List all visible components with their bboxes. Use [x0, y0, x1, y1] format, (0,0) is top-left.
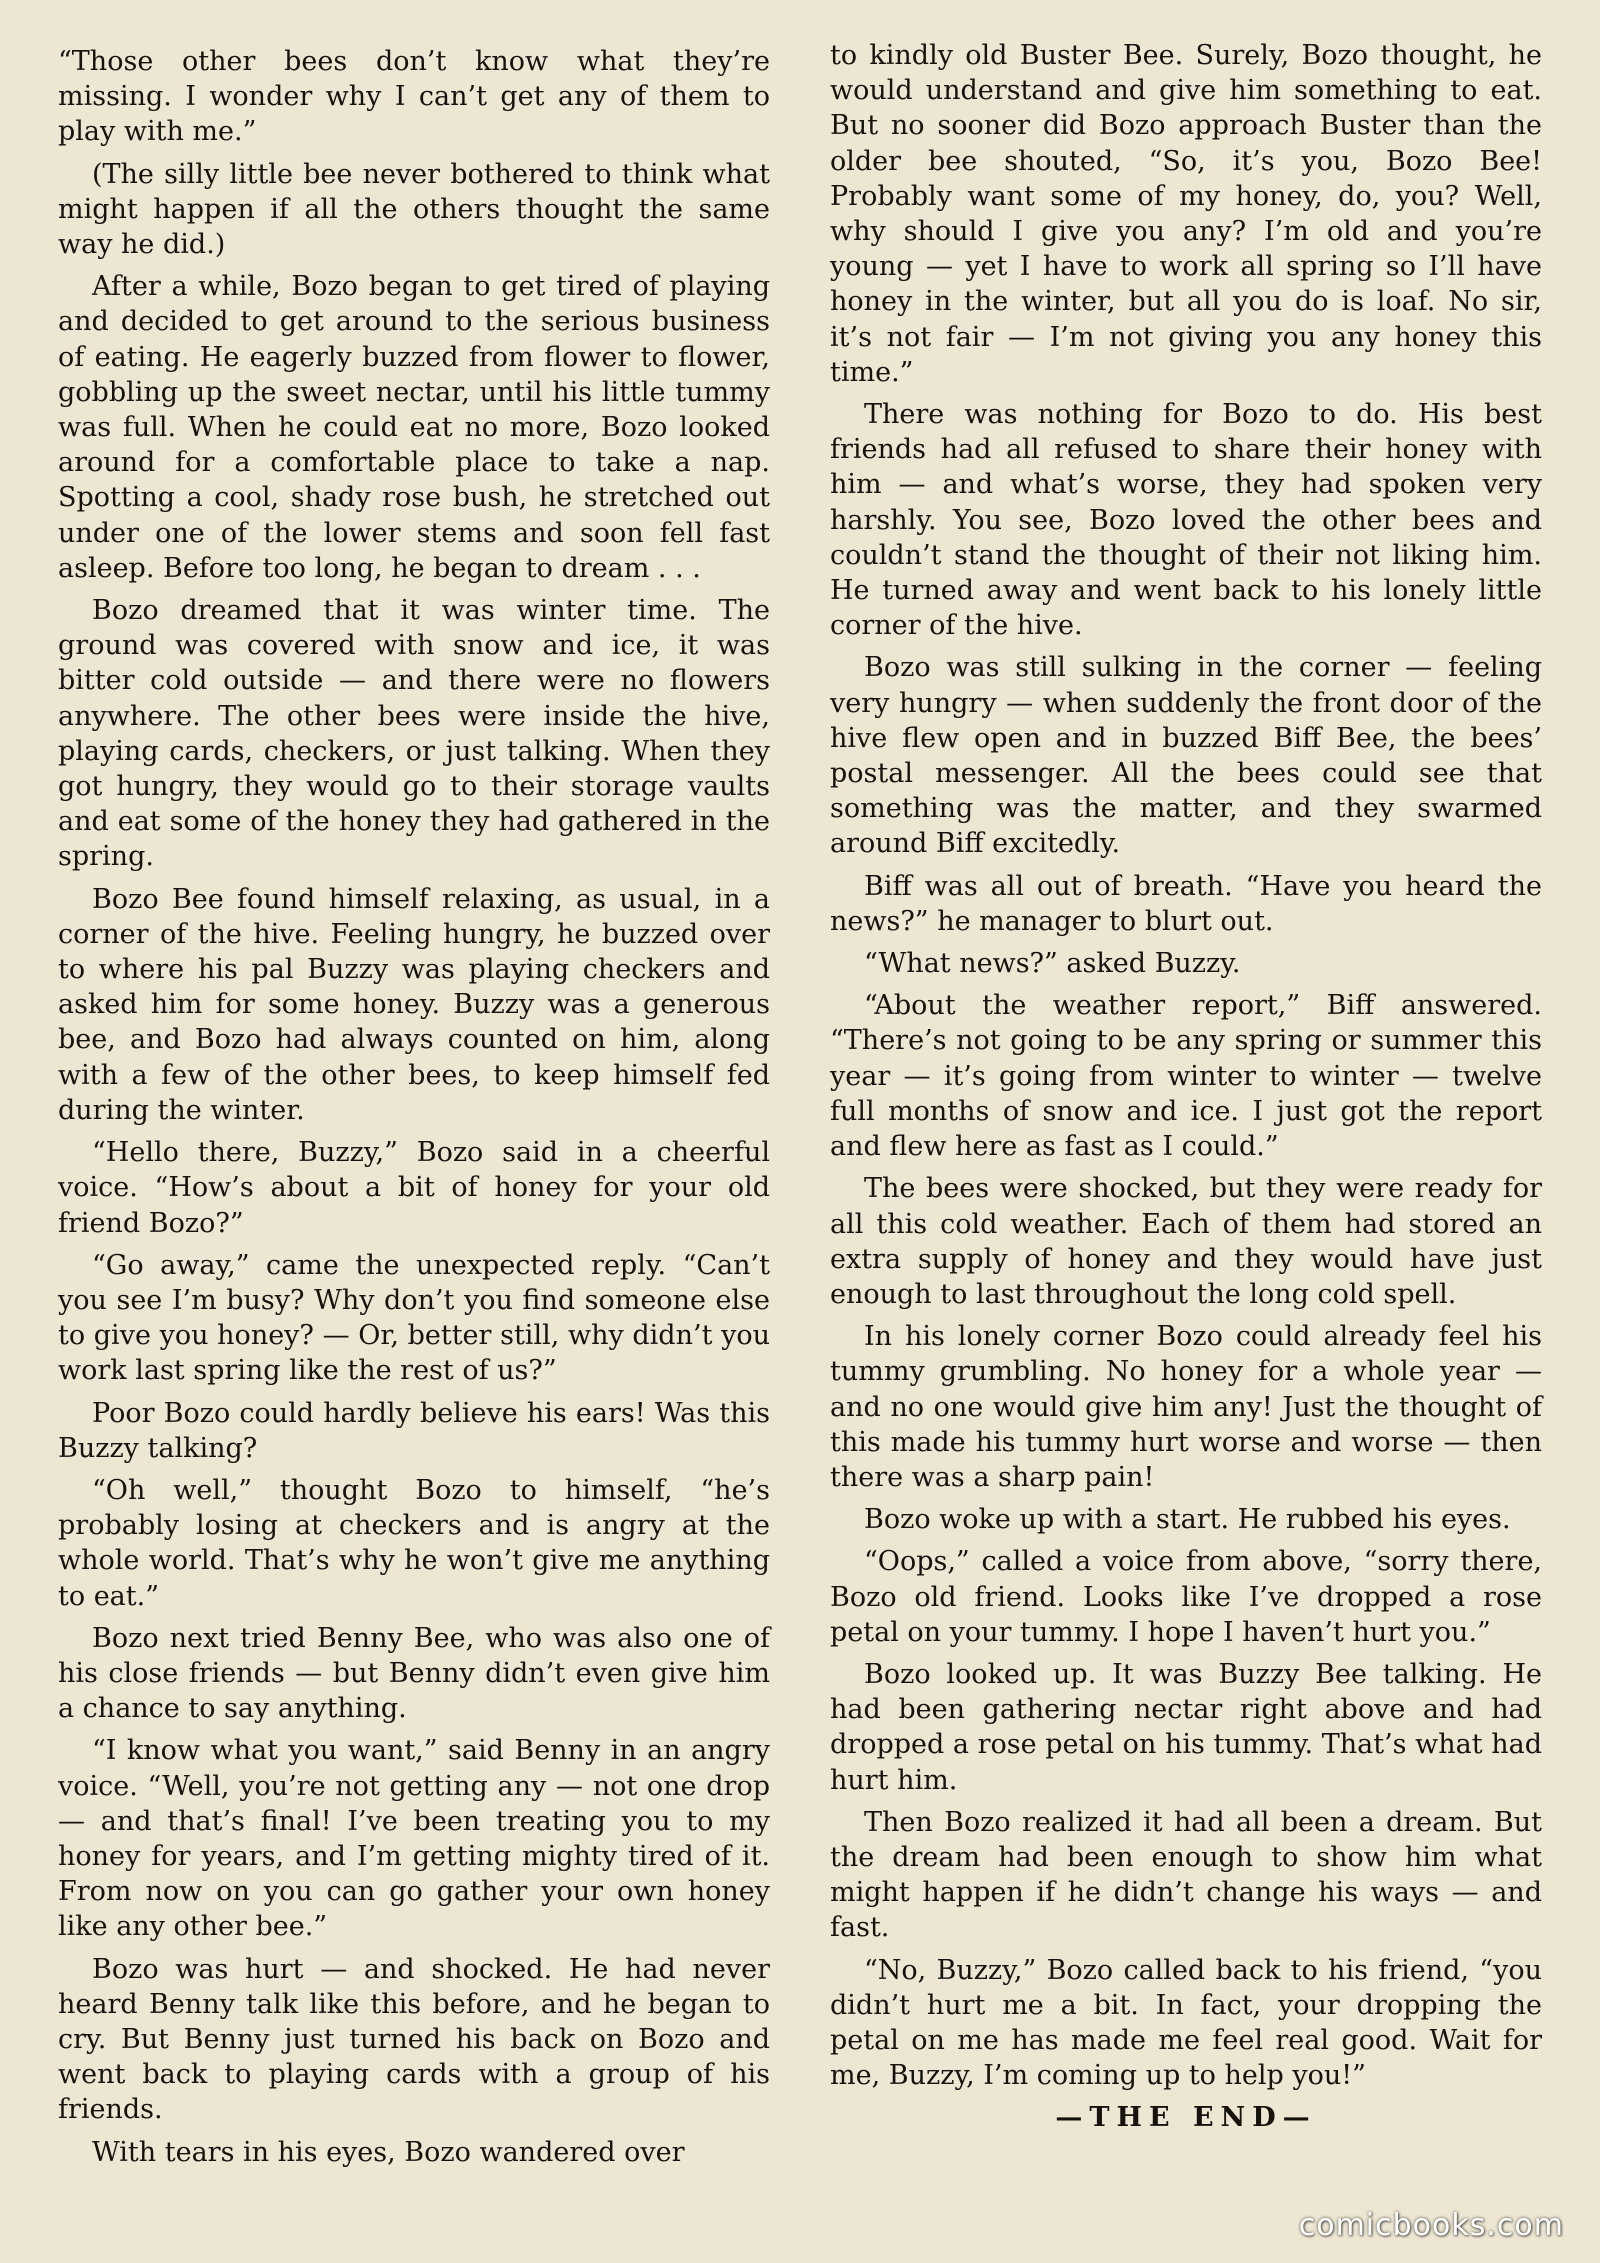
- paragraph: Bozo looked up. It was Buzzy Bee talking. He had been gathering nectar right above and had dropped a rose petal on his tummy. That’s what had hurt him.: [830, 1658, 1542, 1796]
- paragraph: Bozo Bee found himself relaxing, as usual, in a corner of the hive. Feeling hungry, he buzzed over to where his pal Buzzy was playing checkers and asked him for some honey. Buzzy was a generous bee, and Bozo had always counted on him, along with a few of the other bees, to keep himself fed during the winter.: [58, 883, 770, 1126]
- paragraph: Then Bozo realized it had all been a dream. But the dream had been enough to show him what might happen if he didn’t change his ways — and fast.: [830, 1806, 1542, 1944]
- paragraph: Bozo was hurt — and shocked. He had never heard Benny talk like this before, and he began to cry. But Benny just turned his back on Bozo and went back to playing cards with a group of his friends.: [58, 1953, 770, 2126]
- right-text-column: [830, 38, 1542, 2136]
- paragraph: “Oops,” called a voice from above, “sorry there, Bozo old friend. Looks like I’ve dropped a rose petal on your tummy. I hope I haven’t hurt you.”: [830, 1546, 1542, 1648]
- paragraph: Bozo next tried Benny Bee, who was also one of his close friends — but Benny didn’t even give him a chance to say anything.: [58, 1622, 770, 1725]
- paragraph: There was nothing for Bozo to do. His best friends had all refused to share their honey with him — and what’s worse, they had spoken very harshly. You see, Bozo loved the other bees and couldn’t stand the thought of their not liking him. He turned away and went back to his lonely little corner of the hive.: [830, 399, 1542, 642]
- paragraph: “Go away,” came the unexpected reply. “Can’t you see I’m busy? Why don’t you find someone else to give you honey? — Or, better still, why didn’t you work last spring like the rest of us?”: [58, 1249, 770, 1387]
- paragraph: “Hello there, Buzzy,” Bozo said in a cheerful voice. “How’s about a bit of honey for your old friend Bozo?”: [58, 1137, 770, 1239]
- paragraph: “I know what you want,” said Benny in an angry voice. “Well, you’re not getting any — not one drop — and that’s final! I’ve been treating you to my honey for years, and I’m getting mighty tired of it. From now on you can go gather your own honey like any other bee.”: [58, 1735, 770, 1943]
- paragraph: Biff was all out of breath. “Have you heard the news?” he manager to blurt out.: [830, 870, 1542, 937]
- paragraph: Bozo was still sulking in the corner — feeling very hungry — when suddenly the front door of the hive flew open and in buzzed Biff Bee, the bees’ postal messenger. All the bees could see that something was the matter, and they swarmed around Biff excitedly.: [830, 652, 1542, 860]
- paragraph: After a while, Bozo began to get tired of playing and decided to get around to the serious business of eating. He eagerly buzzed from flower to flower, gobbling up the sweet nectar, until his little tummy was full. When he could eat no more, Bozo looked around for a comfortable place to take a nap. Spotting a cool, shady rose bush, he stretched out under one of the lower stems and soon fell fast asleep. Before too long, he began to dream . . .: [58, 271, 770, 584]
- paragraph: Bozo woke up with a start. He rubbed his eyes.: [864, 1504, 1511, 1536]
- paragraph: “Oh well,” thought Bozo to himself, “he’s probably losing at checkers and is angry at the whole world. That’s why he won’t give me anything to eat.”: [58, 1474, 770, 1612]
- paragraph: “No, Buzzy,” Bozo called back to his friend, “you didn’t hurt me a bit. In fact, your dropping the petal on me has made me feel real good. Wait for me, Buzzy, I’m coming up to help you!”: [830, 1954, 1542, 2092]
- paragraph: “About the weather report,” Biff answered. “There’s not going to be any spring or summer this year — it’s going from winter to winter — twelve full months of snow and ice. I just got the report and flew here as fast as I could.”: [830, 990, 1542, 1163]
- paragraph: The bees were shocked, but they were ready for all this cold weather. Each of them had stored an extra supply of honey and they would have just enough to last throughout the long cold spell.: [830, 1173, 1542, 1310]
- paragraph: With tears in his eyes, Bozo wandered over: [92, 2136, 685, 2168]
- paragraph: to kindly old Buster Bee. Surely, Bozo thought, he would understand and give him something to eat. But no sooner did Bozo approach Buster than the older bee shouted, “So, it’s you, Bozo Bee! Probably want some of my honey, do, you? Well, why should I give you any? I’m old and you’re young — yet I have to work all spring so I’ll have honey in the winter, but all you do is loaf. No sir, it’s not fair — I’m not giving you any honey this time.”: [830, 40, 1542, 388]
- the-end-label: —THE END—: [1055, 2102, 1317, 2134]
- paragraph: In his lonely corner Bozo could already feel his tummy grumbling. No honey for a whole year — and no one would give him any! Just the thought of this made his tummy hurt worse and worse — then there was a sharp pain!: [830, 1321, 1542, 1493]
- paragraph: (The silly little bee never bothered to think what might happen if all the others thought the same way he did.): [58, 158, 770, 261]
- site-watermark: comicbooks.com: [1298, 2208, 1564, 2243]
- paragraph: “Those other bees don’t know what they’re missing. I wonder why I can’t get any of them to play with me.”: [58, 46, 770, 148]
- paragraph: “What news?” asked Buzzy.: [864, 948, 1241, 980]
- paragraph: Bozo dreamed that it was winter time. The ground was covered with snow and ice, it was bitter cold outside — and there were no flowers anywhere. The other bees were inside the hive, playing cards, checkers, or just talking. When they got hungry, they would go to their storage vaults and eat some of the honey they had gathered in the spring.: [58, 595, 770, 873]
- paragraph: Poor Bozo could hardly believe his ears! Was this Buzzy talking?: [58, 1397, 770, 1464]
- left-text-column: [58, 44, 770, 2177]
